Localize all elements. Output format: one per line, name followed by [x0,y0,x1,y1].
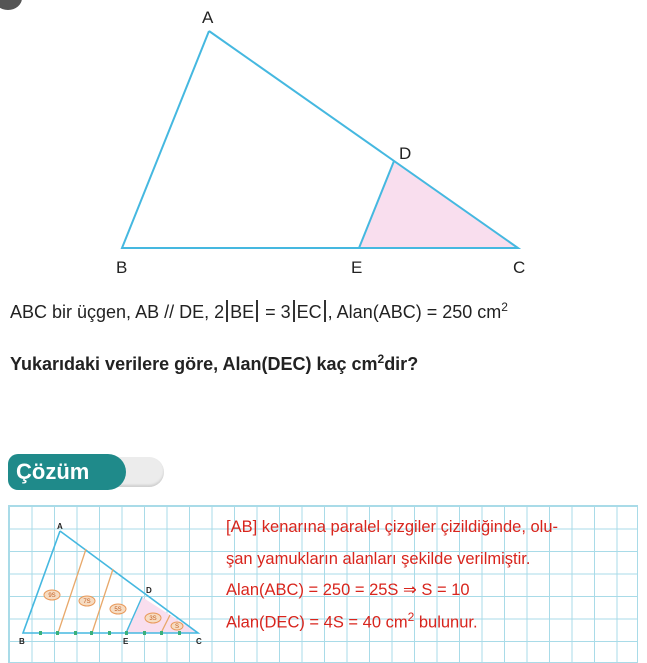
given-be: BE [230,302,255,322]
question-pre: Yukarıdaki verilere göre, Alan(DEC) kaç cm [10,354,378,374]
solution-line-4-pre: Alan(DEC) = 4S = 40 cm [226,613,408,632]
small-label-a: A [57,522,63,531]
area-label-7s: 7S [83,599,91,605]
question-sup: 2 [377,352,385,366]
question-post: dir? [384,354,419,374]
small-label-d: D [146,586,152,595]
parallel-line-1 [58,549,86,633]
solution-line-4-sup: 2 [407,610,415,624]
given-ec: EC [296,302,322,322]
triangle-figure [0,0,647,290]
given-area: , Alan(ABC) = 250 cm [327,302,502,322]
solution-line-1: [AB] kenarına paralel çizgiler çizildiğinde, olu- [226,518,558,536]
solution-tab[interactable]: Çözüm [8,454,126,490]
small-triangle-figure [8,505,223,663]
vertex-label-a: A [202,8,214,27]
area-label-3s: 3S [149,616,157,622]
question-text [10,352,418,375]
solution-line-3: Alan(ABC) = 250 = 25S ⇒ S = 10 [226,581,470,599]
solution-line-4-post: bulunur. [414,613,478,632]
solution-line-2: şan yamukların alanları şekilde verilmiştir. [226,550,531,568]
given-part1: ABC bir üçgen, AB // DE, 2 [10,302,225,322]
area-label-5s: 5S [114,607,122,613]
given-eq: = 3 [260,302,291,322]
area-label-9s: 9S [48,593,56,599]
given-statement [10,300,508,323]
given-sup: 2 [501,300,508,314]
solution-line-4 [226,610,478,633]
vertex-label-b: B [116,258,128,277]
vertex-label-c: C [513,258,526,277]
vertex-label-d: D [399,144,412,163]
vertex-label-e: E [351,258,363,277]
small-label-e: E [123,637,129,646]
small-shaded-region [126,597,198,633]
shaded-triangle-dec [359,161,518,248]
small-label-b: B [19,637,25,646]
solution-tab-wrapper [8,454,164,490]
small-label-c: C [196,637,202,646]
area-label-s: S [174,624,180,630]
